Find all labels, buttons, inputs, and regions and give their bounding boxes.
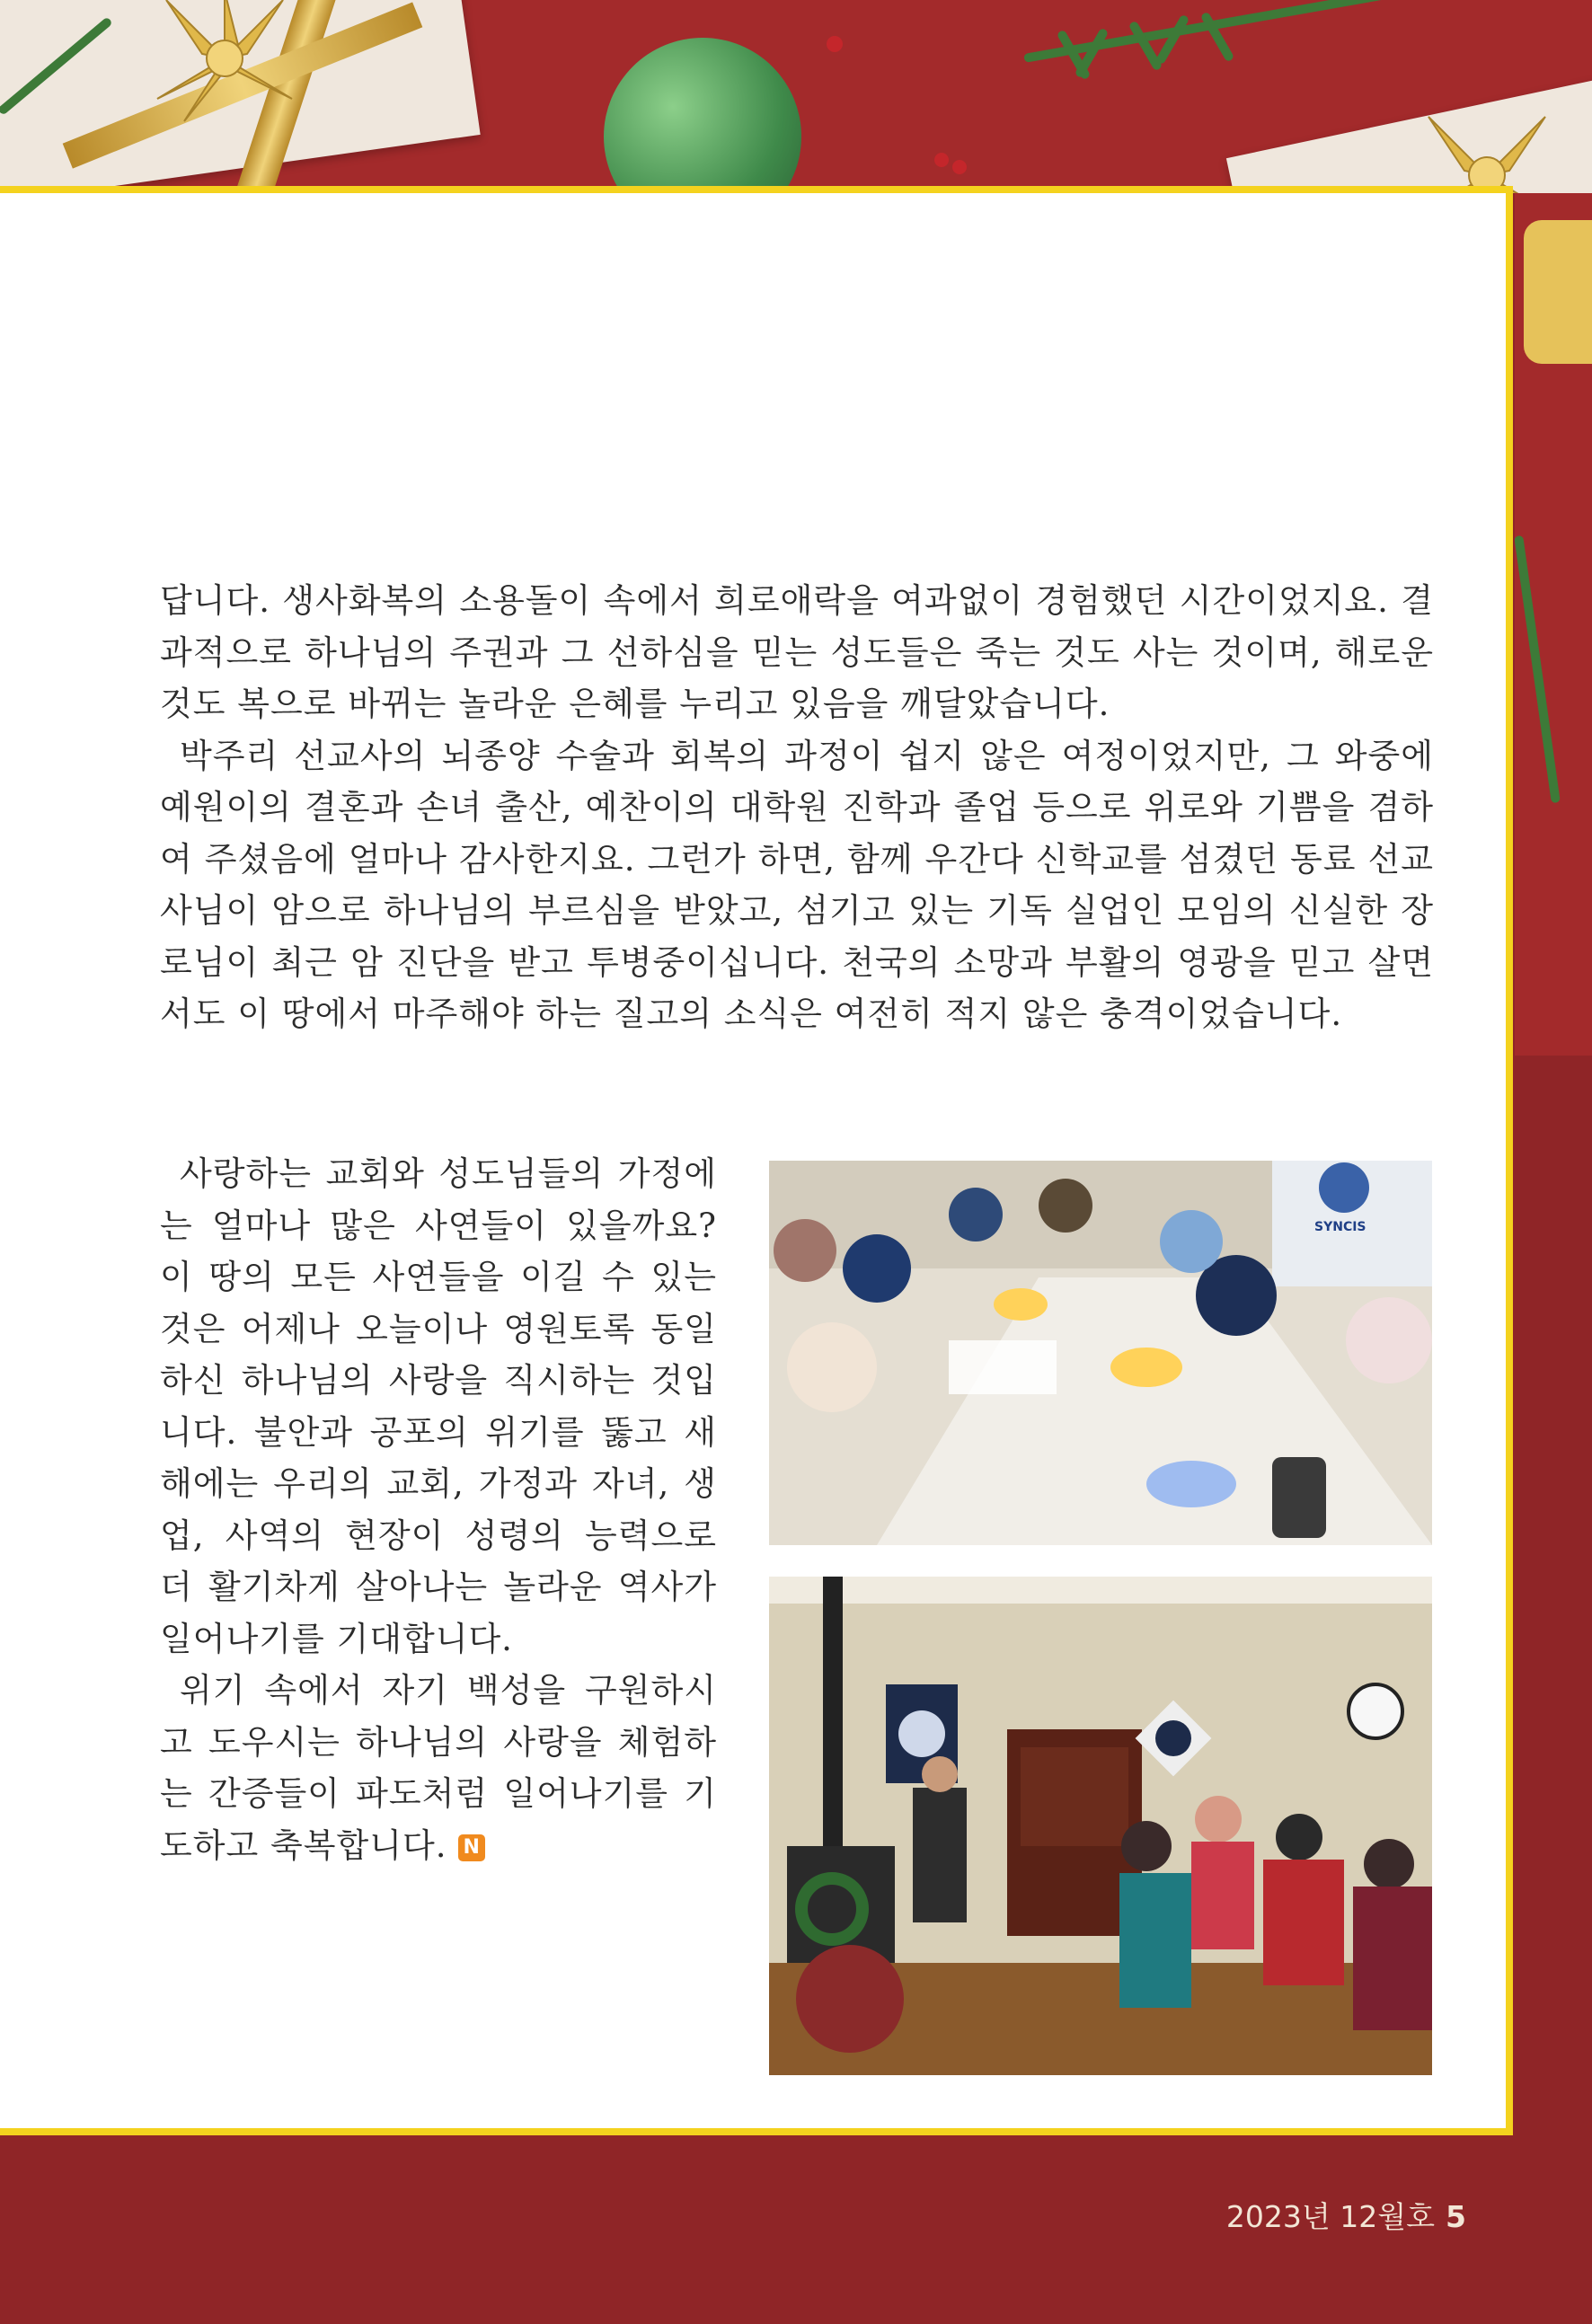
paragraph-3: 사랑하는 교회와 성도님들의 가정에는 얼마나 많은 사연들이 있을까요? 이 땅의 모든 사연들을 이길 수 있는 것은 어제나 오늘이나 영원토록 동일하신 하나님의 사랑을 직시하는 것입니다. 불안과 공포의 위기를 뚫고 새해에는 우리의 교회, 가정과 자녀, 생업, 사역의 현장이 성령의 능력으로 더 활기차게 살아나는 놀라운 역사가 일어나기를 기대합니다. bbox=[160, 1154, 717, 1658]
berry-icon bbox=[827, 36, 843, 52]
paragraph-4 bbox=[160, 1665, 717, 1871]
paragraph-4-text: 위기 속에서 자기 백성을 구원하시고 도우시는 하나님의 사랑을 체험하는 간증들이 파도처럼 일어나기를 기도하고 축복합니다. bbox=[160, 1671, 717, 1865]
pine-needle bbox=[1155, 14, 1190, 66]
banner-text: SYNCIS bbox=[1314, 1220, 1366, 1234]
gold-bow-icon bbox=[148, 0, 301, 126]
gathering-photo bbox=[769, 1577, 1432, 2075]
berry-icon bbox=[934, 153, 949, 167]
paragraph-2: 박주리 선교사의 뇌종양 수술과 회복의 과정이 쉽지 않은 여정이었지만, 그 와중에 예원이의 결혼과 손녀 출산, 예찬이의 대학원 진학과 졸업 등으로 위로와 기쁨을 겸하여 주셨음에 얼마나 감사한지요. 그런가 하면, 함께 우간다 신학교를 섬겼던 동료 선교사님이 암으로 하나님의 부르심을 받았고, 섬기고 있는 기독 실업인 모임의 신실한 장로님이 최근 암 진단을 받고 투병중이십니다. 천국의 소망과 부활의 영광을 믿고 살면서도 이 땅에서 마주해야 하는 질고의 소식은 여전히 적지 않은 충격이었습니다. bbox=[160, 736, 1434, 1033]
paragraph-1: 답니다. 생사화복의 소용돌이 속에서 희로애락을 여과없이 경험했던 시간이었지요. 결과적으로 하나님의 주권과 그 선하심을 믿는 성도들은 죽는 것도 사는 것이며, 해로운 것도 복으로 바뀌는 놀라운 은혜를 누리고 있음을 깨달았습니다. bbox=[160, 581, 1434, 723]
berry-icon bbox=[952, 160, 967, 174]
article-text-column bbox=[160, 1148, 717, 1871]
meeting-photo bbox=[769, 1161, 1432, 1545]
page-footer bbox=[1226, 2194, 1466, 2236]
christmas-header-decoration bbox=[0, 0, 1592, 193]
issue-label: 2023년 12월호 bbox=[1225, 2199, 1436, 2234]
article-text-full bbox=[160, 575, 1434, 1040]
end-mark-icon: N bbox=[458, 1834, 485, 1861]
green-ornament-icon bbox=[604, 38, 801, 193]
pine-needle bbox=[1128, 21, 1163, 72]
page-number: 5 bbox=[1446, 2199, 1466, 2234]
gold-bow-icon bbox=[1411, 108, 1563, 193]
side-decoration bbox=[1515, 193, 1592, 1056]
